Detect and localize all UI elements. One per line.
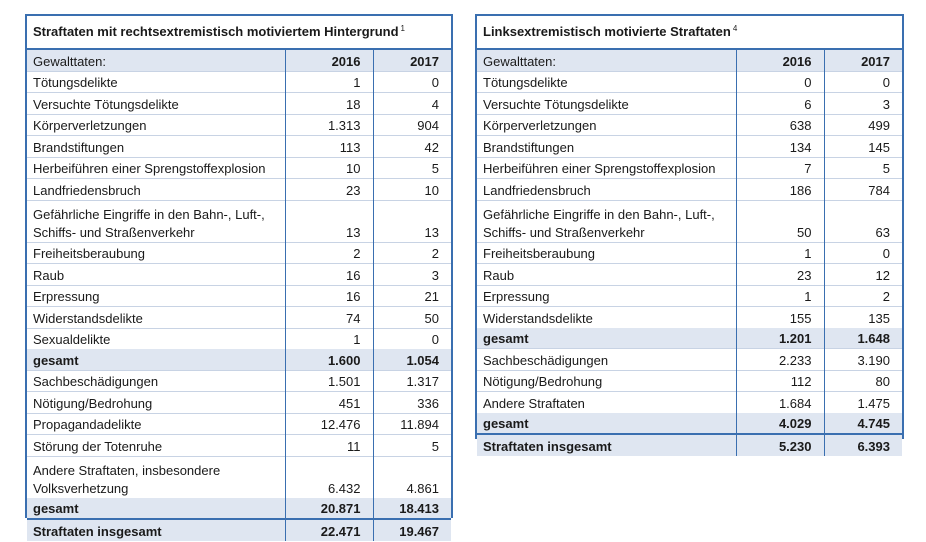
value-2017: 1.317 [373, 370, 451, 392]
value-2017: 0 [824, 71, 902, 93]
value-2016: 1 [736, 242, 824, 264]
value-2016: 11 [285, 435, 373, 457]
row-label: Herbeiführen einer Sprengstoffexplosion [27, 157, 285, 179]
table-row [27, 71, 451, 93]
value-2017: 3 [373, 264, 451, 286]
grand-total-row [477, 434, 902, 456]
table-row [477, 264, 902, 286]
table-row [27, 136, 451, 158]
table-row [477, 93, 902, 115]
row-label: Körperverletzungen [477, 114, 736, 136]
row-label: Körperverletzungen [27, 114, 285, 136]
value-2017: 3.190 [824, 349, 902, 371]
table-row [27, 307, 451, 329]
value-2016: 134 [736, 136, 824, 158]
value-2017: 4 [373, 93, 451, 115]
row-label: Raub [477, 264, 736, 286]
value-2016: 5.230 [736, 434, 824, 456]
value-2017: 5 [373, 157, 451, 179]
subtotal-row-violent [27, 349, 451, 370]
table-row [477, 179, 902, 201]
table-row [477, 285, 902, 307]
row-label: Herbeiführen einer Sprengstoffexplosion [477, 157, 736, 179]
row-label: Andere Straftaten [477, 392, 736, 413]
row-label: Raub [27, 264, 285, 286]
table-row [27, 392, 451, 414]
row-label: Freiheitsberaubung [477, 242, 736, 264]
value-2016: 20.871 [285, 498, 373, 520]
value-2016: 16 [285, 264, 373, 286]
table-row [27, 413, 451, 435]
value-2016: 7 [736, 157, 824, 179]
value-2017: 0 [824, 242, 902, 264]
row-label: Landfriedensbruch [477, 179, 736, 201]
row-label: Nötigung/Bedrohung [27, 392, 285, 414]
table-header-row [27, 50, 451, 71]
row-label: Brandstiftungen [477, 136, 736, 158]
value-2016: 638 [736, 114, 824, 136]
table-row [27, 114, 451, 136]
row-label: gesamt [477, 328, 736, 349]
value-2017: 42 [373, 136, 451, 158]
value-2016: 1.201 [736, 328, 824, 349]
value-2016: 155 [736, 307, 824, 328]
value-2016: 1 [736, 285, 824, 307]
value-2016: 6.432 [285, 456, 373, 498]
row-label: Sexualdelikte [27, 328, 285, 349]
table-row [477, 242, 902, 264]
table-row [477, 136, 902, 158]
table-row [477, 200, 902, 242]
row-label: gesamt [477, 413, 736, 435]
value-2016: 1.313 [285, 114, 373, 136]
table-row [477, 392, 902, 413]
left-table-title: Straftaten mit rechtsextremistisch motiviertem Hintergrund $^1$ [27, 16, 451, 50]
table-row [477, 71, 902, 93]
left-extremism-table-panel [475, 14, 904, 454]
left-footnote-marker: 1 [400, 24, 405, 33]
value-2017: 5 [824, 157, 902, 179]
row-label: Gefährliche Eingriffe in den Bahn-, Luft-, Schiffs- und Straßenverkehr [27, 200, 285, 242]
value-2017: 135 [824, 307, 902, 328]
value-2017: 336 [373, 392, 451, 414]
value-2017: 5 [373, 435, 451, 457]
row-label: Brandstiftungen [27, 136, 285, 158]
value-2017: 18.413 [373, 498, 451, 520]
table-row [27, 264, 451, 286]
value-2016: 16 [285, 285, 373, 307]
table-row [27, 157, 451, 179]
value-2017: 0 [373, 71, 451, 93]
value-2017: 3 [824, 93, 902, 115]
value-2016: 50 [736, 200, 824, 242]
right-extremism-table-panel [25, 14, 453, 539]
row-label: Erpressung [27, 285, 285, 307]
value-2017: 784 [824, 179, 902, 201]
value-2016: 1.684 [736, 392, 824, 413]
value-2016: 23 [736, 264, 824, 286]
row-label: Versuchte Tötungsdelikte [27, 93, 285, 115]
value-2016: 1 [285, 71, 373, 93]
value-2017: 63 [824, 200, 902, 242]
value-2016: 1.600 [285, 349, 373, 370]
value-2017: 13 [373, 200, 451, 242]
value-2016: 451 [285, 392, 373, 414]
table-row [477, 370, 902, 392]
row-label: Widerstandsdelikte [477, 307, 736, 328]
row-label: Widerstandsdelikte [27, 307, 285, 329]
value-2016: 4.029 [736, 413, 824, 435]
value-2017: 19.467 [373, 519, 451, 541]
row-label: Andere Straftaten, insbesondere Volksverhetzung [27, 456, 285, 498]
table-row [27, 328, 451, 349]
value-2017: 904 [373, 114, 451, 136]
value-2016: 186 [736, 179, 824, 201]
header-year-2017: 2017 [824, 50, 902, 71]
grand-total-row [27, 519, 451, 541]
value-2016: 18 [285, 93, 373, 115]
value-2016: 2 [285, 242, 373, 264]
header-year-2017: 2017 [373, 50, 451, 71]
table-row [27, 242, 451, 264]
table-header-row [477, 50, 902, 71]
right-table [477, 50, 902, 456]
value-2017: 80 [824, 370, 902, 392]
value-2017: 2 [824, 285, 902, 307]
row-label: Versuchte Tötungsdelikte [477, 93, 736, 115]
value-2016: 74 [285, 307, 373, 329]
right-footnote-marker: 4 [732, 24, 738, 33]
value-2016: 112 [736, 370, 824, 392]
value-2016: 12.476 [285, 413, 373, 435]
row-label: Erpressung [477, 285, 736, 307]
row-label: Sachbeschädigungen [477, 349, 736, 371]
value-2017: 12 [824, 264, 902, 286]
table-row [27, 179, 451, 201]
header-label: Gewalttaten: [27, 50, 285, 71]
right-table-title: Linksextremistisch motivierte Straftaten $^4$ [477, 16, 902, 50]
row-label: Nötigung/Bedrohung [477, 370, 736, 392]
table-row [27, 285, 451, 307]
subtotal-row-other [477, 413, 902, 435]
left-table [27, 50, 451, 541]
table-row [27, 93, 451, 115]
table-row [477, 349, 902, 371]
row-label: Tötungsdelikte [27, 71, 285, 93]
table-row [27, 200, 451, 242]
table-row [477, 307, 902, 328]
value-2016: 10 [285, 157, 373, 179]
value-2017: 11.894 [373, 413, 451, 435]
value-2017: 145 [824, 136, 902, 158]
row-label: Gefährliche Eingriffe in den Bahn-, Luft-, Schiffs- und Straßenverkehr [477, 200, 736, 242]
value-2017: 499 [824, 114, 902, 136]
value-2017: 6.393 [824, 434, 902, 456]
header-year-2016: 2016 [736, 50, 824, 71]
value-2017: 4.745 [824, 413, 902, 435]
value-2017: 10 [373, 179, 451, 201]
table-row [27, 435, 451, 457]
value-2017: 50 [373, 307, 451, 329]
value-2016: 1 [285, 328, 373, 349]
value-2017: 4.861 [373, 456, 451, 498]
value-2016: 113 [285, 136, 373, 158]
row-label: gesamt [27, 498, 285, 520]
subtotal-row-other [27, 498, 451, 520]
value-2017: 1.054 [373, 349, 451, 370]
row-label: Straftaten insgesamt [477, 434, 736, 456]
row-label: gesamt [27, 349, 285, 370]
table-row [477, 157, 902, 179]
row-label: Freiheitsberaubung [27, 242, 285, 264]
value-2016: 2.233 [736, 349, 824, 371]
value-2016: 6 [736, 93, 824, 115]
row-label: Störung der Totenruhe [27, 435, 285, 457]
row-label: Tötungsdelikte [477, 71, 736, 93]
value-2016: 0 [736, 71, 824, 93]
value-2017: 1.648 [824, 328, 902, 349]
value-2017: 0 [373, 328, 451, 349]
value-2017: 21 [373, 285, 451, 307]
row-label: Propagandadelikte [27, 413, 285, 435]
value-2016: 13 [285, 200, 373, 242]
row-label: Sachbeschädigungen [27, 370, 285, 392]
header-year-2016: 2016 [285, 50, 373, 71]
subtotal-row-violent [477, 328, 902, 349]
value-2016: 23 [285, 179, 373, 201]
table-row [27, 370, 451, 392]
table-row [477, 114, 902, 136]
value-2016: 1.501 [285, 370, 373, 392]
table-row [27, 456, 451, 498]
header-label: Gewalttaten: [477, 50, 736, 71]
value-2017: 1.475 [824, 392, 902, 413]
row-label: Landfriedensbruch [27, 179, 285, 201]
value-2016: 22.471 [285, 519, 373, 541]
value-2017: 2 [373, 242, 451, 264]
row-label: Straftaten insgesamt [27, 519, 285, 541]
